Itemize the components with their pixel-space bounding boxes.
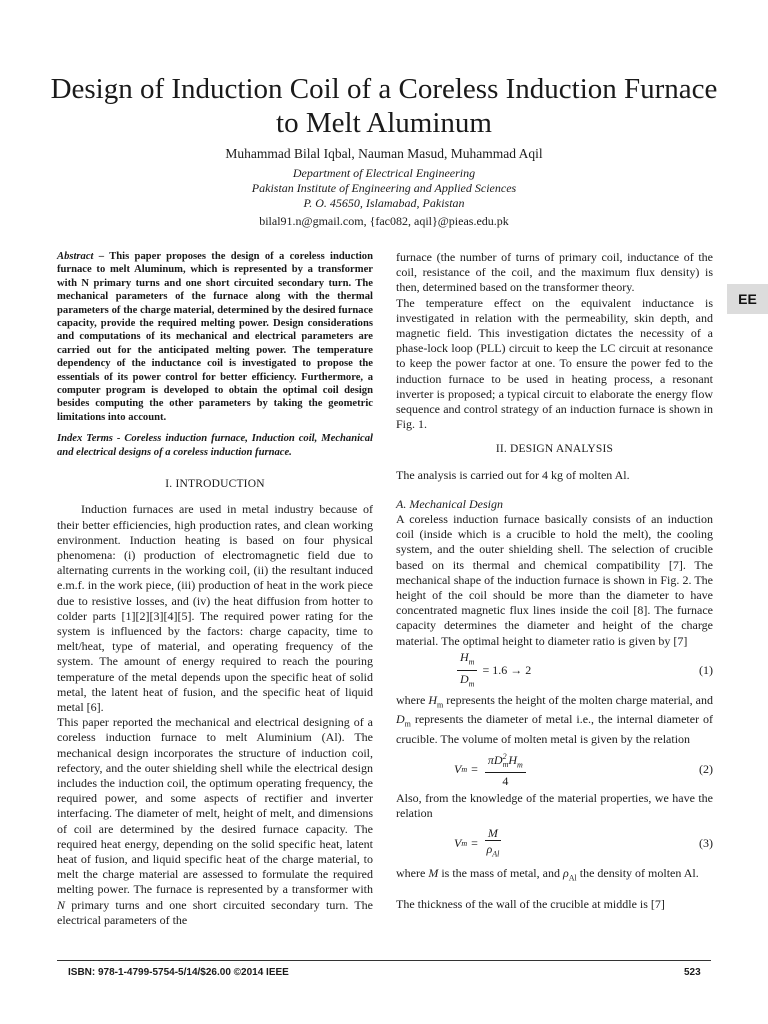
abstract-label: Abstract bbox=[57, 251, 94, 262]
section-side-tab: EE bbox=[727, 284, 768, 314]
subsection-heading-mechanical: A. Mechanical Design bbox=[396, 496, 503, 511]
footer-divider bbox=[57, 960, 711, 961]
fraction: $\frac{H_m}{D_m}$ bbox=[457, 650, 477, 691]
equation-number: (3) bbox=[699, 836, 713, 851]
body-paragraph: where $H_m$ represents the height of the molten charge material, and $D_m$ represents the diameter of metal i.e., the internal diameter of crucible. The volume of molten metal is given by the relation bbox=[396, 692, 713, 747]
affiliation bbox=[40, 166, 728, 211]
abstract-text: – This paper proposes the design of a coreless induction furnace to melt Aluminum, which is represented by a transformer with N primary turns and one short circuited secondary turn. The mechanical parameters of the furnace along with the thermal parameters of the charge material, determined by the desired furnace capacity, provide the required melting power. Design considerations and computations of its mechanical and electrical parameters are carried out for the anticipated melting power. The temperature dependency of the inductance coil is investigated to propose the essentials of its power control for better efficiency. Furthermore, a computer program is developed to obtain the optimal coil design besides computing the other parameters by taking the geometric limitations into account. bbox=[57, 251, 373, 423]
affiliation-line: Pakistan Institute of Engineering and Applied Sciences bbox=[251, 181, 517, 195]
equation-rhs: = 1.6 → 2 bbox=[482, 663, 532, 678]
affiliation-line: Department of Electrical Engineering bbox=[292, 166, 476, 180]
author-list: Muhammad Bilal Iqbal, Nauman Masud, Muhammad Aqil bbox=[225, 146, 543, 161]
body-paragraph: The analysis is carried out for 4 kg of molten Al. bbox=[396, 467, 630, 482]
intro-paragraph-2 bbox=[57, 715, 373, 928]
intro-paragraph-1: Induction furnaces are used in metal industry because of their better efficiencies, high production rates, and clean working environment. Induction heating is based on four physical phenomena: (i) production of electromagnetic field due to alternating currents in the working coil, (ii) the resultant induced e.m.f. in the work piece, (iii) production of heat in the work piece due to resistive losses, and (iv) the heat diffusion from hotter to colder parts [1][2][3][4][5]. The required power rating for the system is influenced by the factors: charge capacity, time to melt/heat, type of material, and operating frequency of the system. The amount of energy required to reach the pouring temperature of the metal depends upon the specific heat of solid metal, the latent heat of fusion, and the specific heat of liquid metal [6]. bbox=[57, 502, 373, 714]
body-paragraph: The thickness of the wall of the crucible at middle is [7] bbox=[396, 897, 665, 912]
equation-3: V m = $\frac{M}{\rho_{Al}}$ (3) bbox=[396, 824, 713, 864]
equation-2: V m = $\frac{\pi D^2_mH_m}{4}$ (2) bbox=[454, 752, 713, 789]
body-paragraph: Also, from the knowledge of the material properties, we have the relation bbox=[396, 791, 713, 821]
section-heading-introduction: I. INTRODUCTION bbox=[165, 478, 265, 491]
fraction: $\frac{\pi D^2_mH_m}{4}$ bbox=[485, 750, 526, 788]
affiliation-line: P. O. 45650, Islamabad, Pakistan bbox=[303, 196, 465, 210]
fraction: $\frac{M}{\rho_{Al}}$ bbox=[486, 825, 500, 859]
body-paragraph: The temperature effect on the equivalent inductance is investigated in relation with the permeability, skin depth, and magnetic field. This investigation dictates the necessity of a phase-lock loop (PLL) circuit to keep the LC circuit at resonance to keep the power factor at one. To ensure the power fed to the induction furnace to be used in heating process, a resonant inverter is proposed; a typical circuit to elaborate the energy flow sequence and control strategy of an induction furnace is shown in Fig. 1. bbox=[396, 295, 713, 432]
body-paragraph: furnace (the number of turns of primary coil, inductance of the coil, resistance of the coil, and the maximum flux density) is then, determined based on the transformer theory. bbox=[396, 250, 713, 295]
author-emails: bilal91.n@gmail.com, {fac082, aqil}@pieas.edu.pk bbox=[259, 214, 509, 228]
equation-number: (1) bbox=[699, 663, 713, 678]
abstract bbox=[57, 250, 373, 424]
index-terms: Index Terms - Coreless induction furnace, Induction coil, Mechanical and electrical designs of a coreless induction furnace. bbox=[57, 433, 373, 458]
intro-variable-n: N bbox=[57, 897, 66, 912]
equation-number: (2) bbox=[699, 761, 713, 776]
page-number: 523 bbox=[684, 967, 701, 978]
body-paragraph: A coreless induction furnace basically consists of an induction coil (inside which is a crucible to hold the melt), the cooling system, and the outer shielding shell. The selection of crucible based on its thermal and chemical compatibility [7]. The mechanical shape of the induction furnace is shown in Fig. 2. The height of the coil should be more than the diameter to have concentrated magnetic flux lines inside the coil [8]. The furnace capacity determines the diameter and height of the charge material. The optimal height to diameter ratio is given by [7] bbox=[396, 512, 713, 648]
equation-1 bbox=[396, 651, 713, 691]
left-column bbox=[57, 250, 373, 928]
intro-text: primary turns and one short circuited secondary turn. The electrical parameters of the bbox=[57, 897, 373, 927]
section-heading-design-analysis: II. DESIGN ANALYSIS bbox=[495, 443, 614, 456]
paper-title: Design of Induction Coil of a Coreless Induction Furnace to Melt Aluminum bbox=[50, 73, 718, 139]
body-paragraph: where M is the mass of metal, and $\rho_{Al}$ the density of molten Al. bbox=[396, 865, 699, 883]
intro-text: This paper reported the mechanical and electrical designing of a coreless induction furnace to melt Aluminium (Al). The mechanical design incorporates the structure of induction coil, refectory, and the outer shielding shell while the electrical design includes the induction coil, the optimum operating frequency, the required power, and some aspects of rectifier and inverter interfacing. The diameter of melt, height of melt, and dimensions of coil are determined by the desired furnace capacity. The required heat energy, depending on the solid specific heat, latent heat of fusion, and liquid specific heat of the charge material, to melt the charge material are assessed to formulate the required melting power. The furnace is represented by a transformer with bbox=[57, 715, 373, 897]
right-column bbox=[396, 250, 713, 912]
footer-isbn: ISBN: 978-1-4799-5754-5/14/$26.00 ©2014 IEEE bbox=[68, 967, 289, 978]
